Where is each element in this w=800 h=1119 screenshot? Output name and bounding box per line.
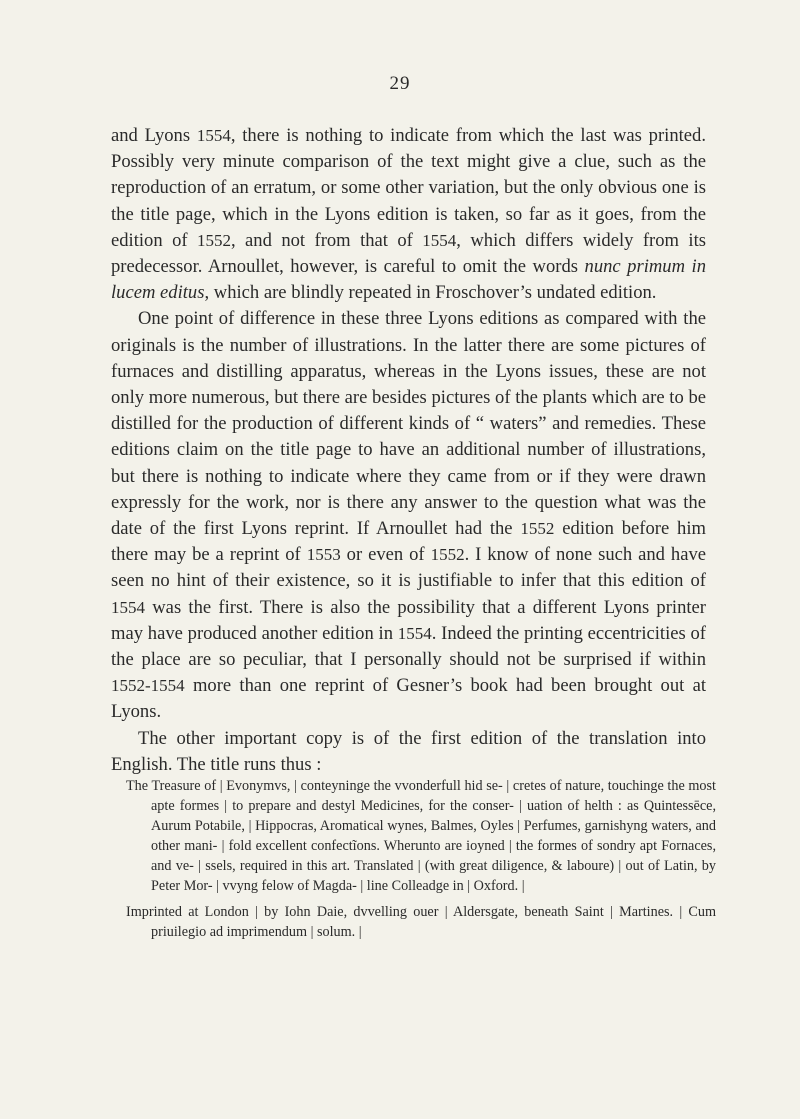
paragraph-1: and Lyons 1554, there is nothing to indicate from which the last was printed. Possibly very minute comparison of the text might give a clue, such as the reproduction of an erratum, or some other variation, but the only obvious one is the title page, which in the Lyons edition is taken, so far as it goes, from the edition of 1552, and not from that of 1554, which differs widely from its predecessor. Arnoullet, however, is careful to omit the words nunc primum in lucem editus, which are blindly repeated in Froschover’s undated edition. bbox=[111, 125, 706, 304]
latin-phrase: nunc primum in lucem editus bbox=[111, 256, 706, 304]
title-quote-imprint: Imprinted at London | by Iohn Daie, dvvelling ouer | Aldersgate, beneath Saint | Martines. | Cum priuilegio ad imprimendum | solum. | bbox=[126, 904, 716, 940]
paragraph-3: The other important copy is of the first edition of the translation into English. The title runs thus : bbox=[111, 727, 706, 775]
title-quote-main: The Treasure of | Evonymvs, | conteyninge the vvonderfull hid se- | cretes of nature, touchinge the most apte formes | to prepare and destyl Medicines, for the conser- | uation of helth : as Quintessēce, Aurum Potabile, | Hippocras, Aromatical wynes, Balmes, Oyles | Perfumes, garnishyng waters, and other mani- | fold excellent confectĩons. Wherunto are ioyned | the formes of sondry apt Fornaces, and ve- | ssels, required in this art. Translated | (with great diligence, & laboure) | out of Latin, by Peter Mor- | vvyng felow of Magda- | line Colleadge in | Oxford. | bbox=[126, 778, 716, 894]
page-number: 29 bbox=[389, 73, 411, 94]
paragraph-2: One point of difference in these three Lyons editions as compared with the originals is the number of illustrations. In the latter there are some pictures of furnaces and distilling apparatus, whereas in the Lyons issues, these are not only more numerous, but there are besides pictures of the plants which are to be distilled for the production of different kinds of “ waters” and remedies. These editions claim on the title page to have an additional number of illustrations, but there is nothing to indicate where they came from or if they were drawn expressly for the work, nor is there any answer to the question what was the date of the first Lyons reprint. If Arnoullet had the 1552 edition before him there may be a reprint of 1553 or even of 1552. I know of none such and have seen no hint of their existence, so it is justifiable to infer that this edition of 1554 was the first. There is also the possibility that a different Lyons printer may have produced another edition in 1554. Indeed the printing eccentricities of the place are so peculiar, that I personally should not be surprised if within 1552-1554 more than one reprint of Gesner’s book had been brought out at Lyons. bbox=[111, 308, 706, 723]
title-quote bbox=[126, 776, 716, 948]
body-text bbox=[111, 123, 706, 778]
